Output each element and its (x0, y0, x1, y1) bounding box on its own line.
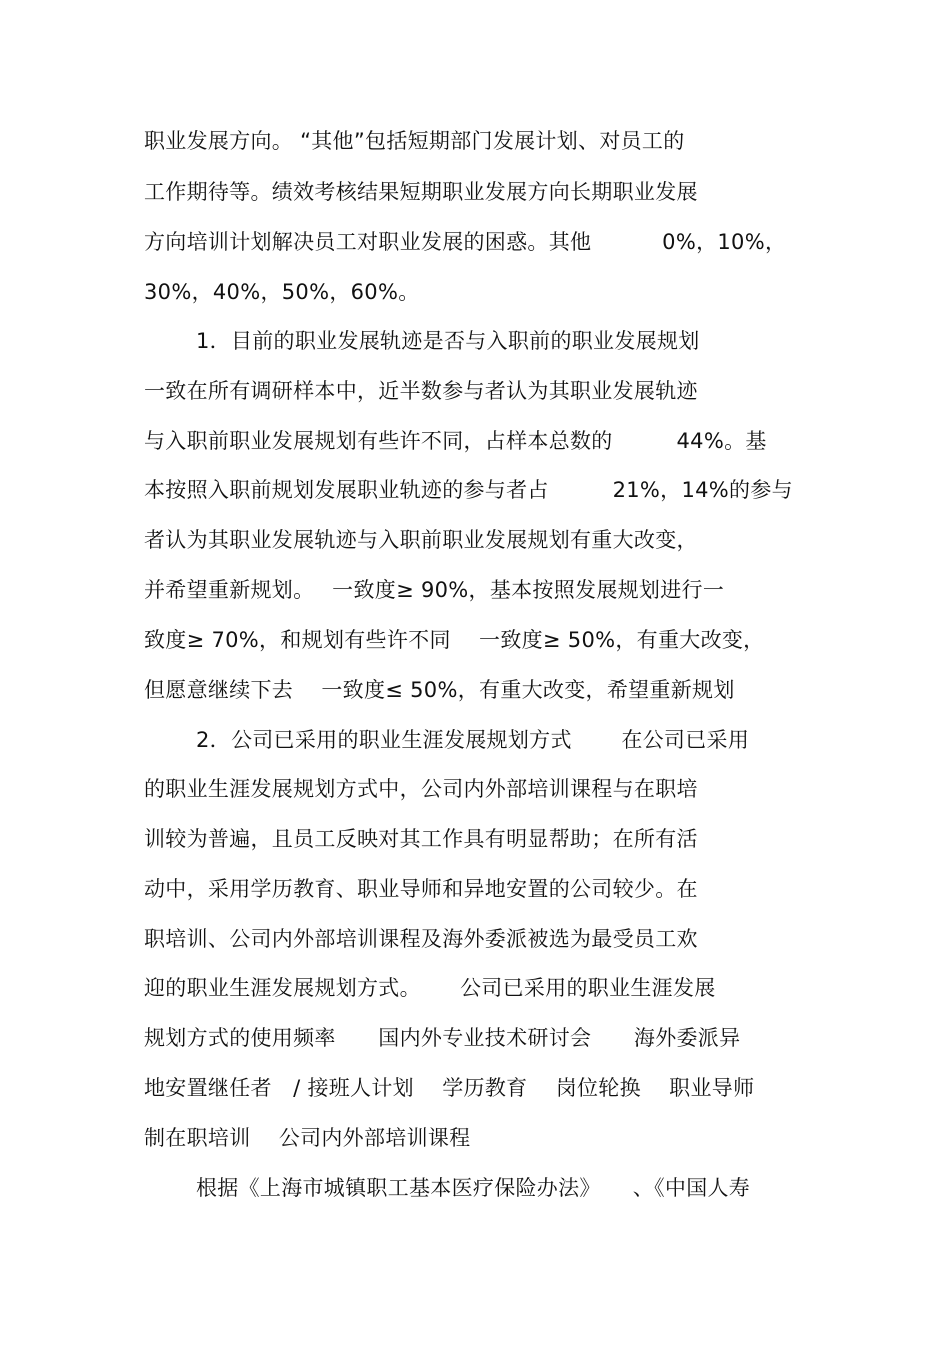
text-line: 30%，40%，50%，60%。 (144, 280, 420, 304)
text-line: 地安置继任者 / 接班人计划 学历教育 岗位轮换 职业导师 (144, 1076, 755, 1100)
text-line: 的职业生涯发展规划方式中，公司内外部培训课程与在职培 (144, 777, 698, 801)
text-line: 职业发展方向。 “其他”包括短期部门发展计划、对员工的 (144, 129, 685, 153)
text-line: 但愿意继续下去 一致度≤ 50%，有重大改变，希望重新规划 (144, 678, 735, 702)
text-line: 者认为其职业发展轨迹与入职前职业发展规划有重大改变， (144, 528, 698, 552)
text-line: 一致在所有调研样本中，近半数参与者认为其职业发展轨迹 (144, 379, 698, 403)
text-line: 致度≥ 70%，和规划有些许不同 一致度≥ 50%，有重大改变， (144, 628, 765, 652)
text-line: 规划方式的使用频率 国内外专业技术研讨会 海外委派异 (144, 1026, 741, 1050)
text-line: 训较为普遍，且员工反映对其工作具有明显帮助；在所有活 (144, 827, 698, 851)
numbered-heading-1: 1．目前的职业发展轨迹是否与入职前的职业发展规划 (196, 329, 700, 353)
text-line: 本按照入职前规划发展职业轨迹的参与者占 21%，14%的参与 (144, 478, 793, 502)
numbered-heading-2: 2．公司已采用的职业生涯发展规划方式 在公司已采用 (196, 728, 750, 752)
text-line: 方向培训计划解决员工对职业发展的困惑。其他 0%，10%， (144, 230, 787, 254)
paragraph-start: 根据《上海市城镇职工基本医疗保险办法》 、《中国人寿 (196, 1176, 751, 1200)
text-line: 工作期待等。绩效考核结果短期职业发展方向长期职业发展 (144, 180, 698, 204)
text-line: 动中，采用学历教育、职业导师和异地安置的公司较少。在 (144, 877, 698, 901)
text-line: 并希望重新规划。 一致度≥ 90%，基本按照发展规划进行一 (144, 578, 725, 602)
text-line: 迎的职业生涯发展规划方式。 公司已采用的职业生涯发展 (144, 976, 716, 1000)
text-line: 职培训、公司内外部培训课程及海外委派被选为最受员工欢 (144, 927, 698, 951)
text-line: 与入职前职业发展规划有些许不同，占样本总数的 44%。基 (144, 429, 767, 453)
text-line: 制在职培训 公司内外部培训课程 (144, 1126, 471, 1150)
